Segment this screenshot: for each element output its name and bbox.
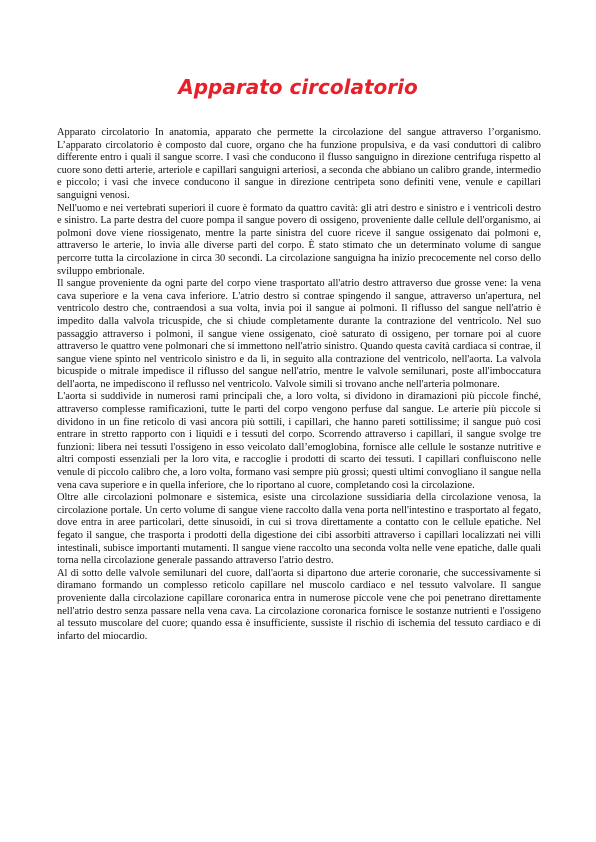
document-title: Apparato circolatorio [178,75,418,99]
paragraph-aorta-capillaries: L'aorta si suddivide in numerosi rami principali che, a loro volta, si dividono in diramazioni più piccole finché, attraverso complesse ramificazioni, tutte le parti del corpo vengono perfuse dal sangue. Le arterie più piccole si dividono in un fine reticolo di vasi ancora più sottili, i capillari, che hanno pareti sottilissime; il sangue può così entrare in stretto rapporto con i liquidi e i tessuti del corpo. Scorrendo attraverso i capillari, il sangue svolge tre funzioni: libera nei tessuti l'ossigeno in esso veicolato dall’emoglobina, fornisce alle cellule le sostanze nutritive e altri composti essenziali per la loro vita, e raccoglie i prodotti di scarto dei tessuti. I capillari confluiscono nelle venule di piccolo calibro che, a loro volta, formano vasi sempre più grossi; questi ultimi convogliano il sangue nella vena cava superiore e in quella inferiore, che lo riportano al cuore, completando così la circolazione. [57,391,541,491]
paragraph-heart-chambers: Nell'uomo e nei vertebrati superiori il cuore è formato da quattro cavità: gli atri destro e sinistro e i ventricoli destro e sinistro. La parte destra del cuore pompa il sangue povero di ossigeno, proveniente dalle cellule dell'organismo, ai polmoni dove viene riossigenato, mentre la parte sinistra del cuore riceve il sangue ossigenato dai polmoni e, attraverso le arterie, lo invia alle diverse parti del corpo. È stato stimato che un determinato volume di sangue percorre tutta la circolazione in circa 30 secondi. La circolazione sanguigna ha inizio precocemente nel corso dello sviluppo embrionale. [57,202,541,277]
paragraph-coronary-circulation: Al di sotto delle valvole semilunari del cuore, dall'aorta si dipartono due arterie coronarie, che successivamente si diramano formando un complesso reticolo capillare nel muscolo cardiaco e nel tessuto valvolare. Il sangue proveniente dalla circolazione capillare coronarica entra in numerose piccole vene che poi penetrano direttamente nell'atrio destro senza passare nella vena cava. La circolazione coronarica fornisce le sostanze nutrienti e l'ossigeno al tessuto muscolare del cuore; quando essa è insufficiente, sussiste il rischio di ischemia del tessuto cardiaco e di infarto del miocardio. [57,567,541,642]
paragraph-intro: Apparato circolatorio In anatomia, apparato che permette la circolazione del sangue attraverso l’organismo. L’apparato circolatorio è composto dal cuore, organo che ha funzione propulsiva, e da vasi conduttori di calibro differente entro i quali il sangue scorre. I vasi che conducono il flusso sanguigno in direzione centrifuga rispetto al cuore sono detti arterie, arteriole e capillari sanguigni arteriosi, a seconda che abbiano un calibro grande, intermedio e piccolo; i vasi che invece conducono il sangue in direzione centripeta sono definiti vene, venule e capillari sanguigni venosi. [57,127,541,201]
document-body [57,127,541,643]
paragraph-portal-circulation: Oltre alle circolazioni polmonare e sistemica, esiste una circolazione sussidiaria della circolazione venosa, la circolazione portale. Un certo volume di sangue viene raccolto dalla vena porta nell'intestino e trasportato al fegato, dove entra in aree particolari, dette sinusoidi, in cui si trova direttamente a contatto con le cellule epatiche. Nel fegato il sangue, che trasporta i prodotti della digestione dei cibi assorbiti attraverso i capillari localizzati nei villi intestinali, subisce importanti mutamenti. Il sangue viene raccolto una seconda volta nelle vene epatiche, dalle quali torna nella circolazione generale passando attraverso l'atrio destro. [57,492,541,567]
paragraph-blood-path: Il sangue proveniente da ogni parte del corpo viene trasportato all'atrio destro attraverso due grosse vene: la vena cava superiore e la vena cava inferiore. L'atrio destro si contrae spingendo il sangue, attraverso un'apertura, nel ventricolo destro che, contraendosi a sua volta, invia poi il sangue ai polmoni. Il riflusso del sangue nell'atrio è impedito dalla valvola tricuspide, che si chiude completamente durante la contrazione del ventricolo. Nel suo passaggio attraverso i polmoni, il sangue viene ossigenato, cioè saturato di ossigeno, per tornare poi al cuore attraverso le quattro vene polmonari che si immettono nell'atrio sinistro. Quando questa cavità cardiaca si contrae, il sangue viene spinto nel ventricolo sinistro e da lì, in seguito alla contrazione del ventricolo, nell'aorta. La valvola bicuspide o mitrale impedisce il riflusso del sangue nell'atrio, mentre le valvole semilunari, poste all'imboccatura dell'aorta, ne impediscono il reflusso nel ventricolo. Valvole simili si trovano anche nell'arteria polmonare. [57,278,541,390]
